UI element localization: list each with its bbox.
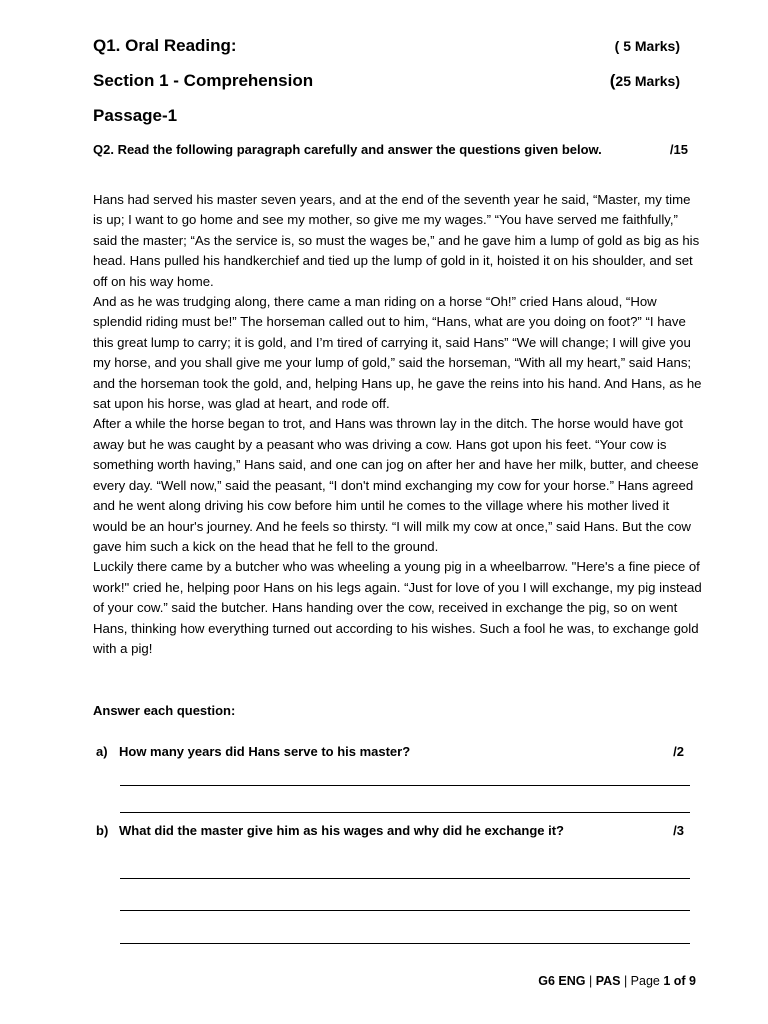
question-letter: a) — [96, 744, 108, 759]
footer-page-number: 1 — [663, 974, 671, 988]
question-score: /2 — [673, 744, 684, 759]
section-marks-paren: ( — [609, 71, 616, 90]
answer-line-a2[interactable] — [120, 812, 690, 813]
answer-line-b1[interactable] — [120, 878, 690, 879]
passage-paragraph: And as he was trudging along, there came a man riding on a horse “Oh!” cried Hans aloud, “How splendid riding must be!” The horseman called out to him, “Hans, what are you doing on foot?” “I have this great lump to carry; it is gold, and I’m tired of carrying it, said Hans” “We will change; I will give you my horse, and you shall give me your lump of gold,” said the horseman, “With all my heart,” said Hans; and the horseman took the gold, and, helping Hans up, he gave the reins into his hand. And Hans, as he sat upon his horse, was glad at heart, and rode off. — [93, 294, 702, 412]
section-title: Section 1 - Comprehension — [93, 71, 314, 90]
oral-reading-header — [93, 36, 680, 56]
passage-text — [93, 190, 703, 659]
footer-course: G6 ENG — [538, 974, 586, 988]
footer-of-label: of — [670, 974, 690, 988]
section-marks-text: 25 Marks) — [615, 73, 680, 89]
question-text: What did the master give him as his wages and why did he exchange it? — [119, 823, 564, 838]
question-a — [96, 744, 684, 759]
footer-separator: | — [585, 974, 596, 988]
footer-total-pages: 9 — [689, 974, 696, 988]
passage-paragraph: After a while the horse began to trot, and Hans was thrown lay in the ditch. The horse would have got away but he was caught by a peasant who was driving a cow. Hans got upon his feet. “Your cow is something worth having,” Hans said, and one can jog on after her and have her milk, butter, and cheese every day. “Well now,” said the peasant, “I don't mind exchanging my cow for your horse.” Hans agreed and he went along driving his cow before him until he comes to the village where his mother lived it would be an hour's journey. And he feels so thirsty. “I will milk my cow at once,” said Hans. But the cow gave him such a kick on the head that he fell to the ground. — [93, 416, 699, 554]
question-b — [96, 823, 684, 838]
passage-paragraph: Luckily there came by a butcher who was wheeling a young pig in a wheelbarrow. "Here's a fine piece of work!" cried he, helping poor Hans on his legs again. “Just for love of you I will exchange, my pig instead of your cow.” said the butcher. Hans handing over the cow, received in exchange the pig, so on went Hans, thinking how everything turned out according to his wishes. Such a fool he was, to exchange gold with a pig! — [93, 559, 702, 656]
footer-page-label: Page — [630, 974, 664, 988]
section-marks — [610, 71, 680, 91]
section-header — [93, 71, 680, 91]
question-letter: b) — [96, 823, 109, 838]
oral-reading-title: Q1. Oral Reading: — [93, 36, 237, 55]
question-text: How many years did Hans serve to his master? — [119, 744, 411, 759]
passage-title: Passage-1 — [93, 106, 178, 125]
answer-section-title: Answer each question: — [93, 703, 236, 718]
q2-instruction: Q2. Read the following paragraph carefully and answer the questions given below. — [93, 142, 602, 157]
answer-line-a1[interactable] — [120, 785, 690, 786]
answer-line-b3[interactable] — [120, 943, 690, 944]
footer-term: PAS — [595, 974, 621, 988]
footer-separator: | — [620, 974, 631, 988]
q2-score: /15 — [669, 142, 688, 157]
q2-instruction-line — [93, 142, 688, 157]
passage-paragraph: Hans had served his master seven years, and at the end of the seventh year he said, “Master, my time is up; I want to go home and see my mother, so give me my wages.” “You have served me faithfully,” said the master; “As the service is, so must the wages be,” and he gave him a lump of gold as big as his head. Hans pulled his handkerchief and tied up the lump of gold in it, hoisted it on his shoulder, and set off on his way home. — [93, 192, 700, 289]
page-footer — [538, 974, 696, 988]
answer-line-b2[interactable] — [120, 910, 690, 911]
oral-reading-marks: ( 5 Marks) — [614, 38, 680, 54]
passage-header — [93, 106, 680, 126]
question-score: /3 — [673, 823, 684, 838]
